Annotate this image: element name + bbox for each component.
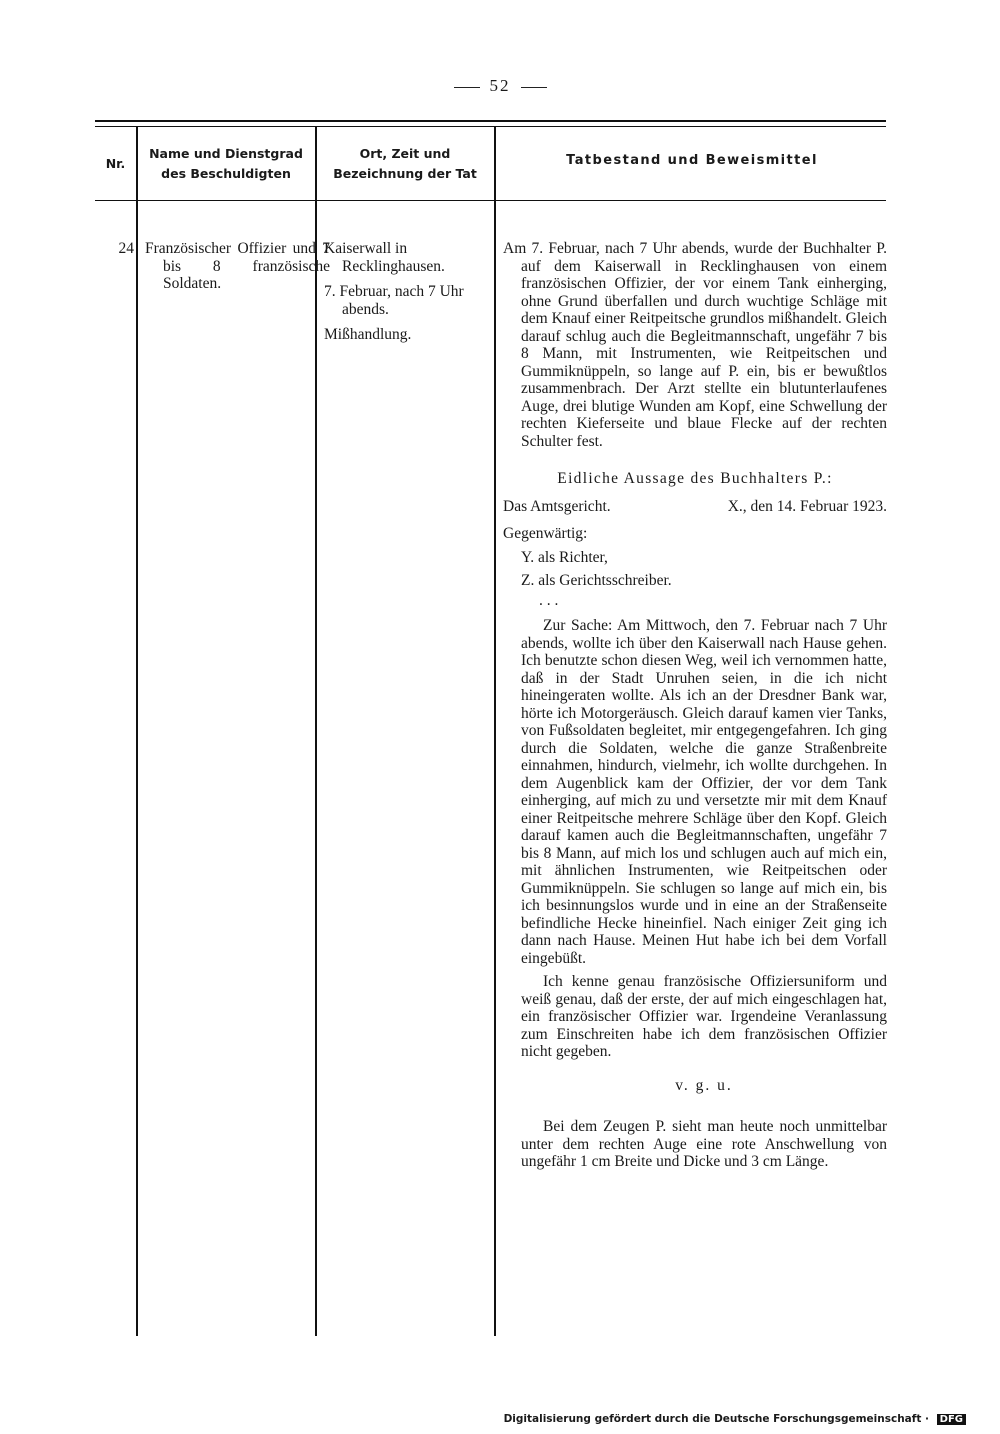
column-divider-3 bbox=[494, 126, 496, 1336]
offense-text: Mißhandlung. bbox=[324, 326, 412, 343]
top-rule-thick bbox=[95, 120, 886, 122]
footer-separator: · bbox=[921, 1413, 933, 1425]
dash-right bbox=[521, 87, 547, 88]
top-rule-thin bbox=[95, 126, 886, 127]
dash-left bbox=[454, 87, 480, 88]
statement-block bbox=[503, 617, 887, 1094]
footer-credit bbox=[504, 1413, 966, 1425]
dfg-logo-icon: DFG bbox=[937, 1414, 966, 1425]
court-line bbox=[503, 498, 887, 516]
header-bottom-rule bbox=[95, 200, 886, 201]
facts-intro: Am 7. Februar, nach 7 Uhr abends, wurde der Buchhalter P. auf dem Kaiserwall in Recklinghausen von einem französischen Offizier, der vor einem Tank einherging, ohne Grund überfallen und durch wuchtige Schläge mit dem Knauf einer Reitpeitsche grundlos mißhandelt. Gleich darauf schlug auch die Begleitmannschaft, ungefähr 7 bis 8 Mann, mit Instrumenten, wie Reitpeitschen und Gummiknüppeln, so lange auf P. ein, bis er bewußtlos zusammenbrach. Der Arzt stellte ein blutunterlaufenes Auge, drei blutige Wunden am Kopf, eine Schwellung der rechten Kieferseite und blaue Flecke auf der rechten Schulter fest. bbox=[503, 240, 887, 450]
header-name: Name und Dienstgrad des Beschuldigten bbox=[149, 146, 303, 181]
row-number: 24 bbox=[118, 240, 134, 257]
footer-text: Digitalisierung gefördert durch die Deutsche Forschungsgemeinschaft bbox=[503, 1413, 922, 1425]
facts-cell bbox=[503, 240, 887, 1171]
header-place: Ort, Zeit und Bezeichnung der Tat bbox=[333, 146, 477, 181]
present-label: Gegenwärtig: bbox=[503, 525, 588, 542]
column-divider-1 bbox=[136, 126, 138, 1336]
observation-paragraph: Bei dem Zeugen P. sieht man heute noch unmittelbar unter dem rechten Auge eine rote Anschwellung von ungefähr 1 cm Breite und Dicke und 3 cm Länge. bbox=[521, 1118, 887, 1170]
time-text: 7. Februar, nach 7 Uhr abends. bbox=[324, 283, 464, 318]
header-facts: Tatbestand und Beweismittel bbox=[566, 153, 818, 168]
header-nr: Nr. bbox=[105, 156, 126, 171]
place-text: Kaiserwall in Recklinghausen. bbox=[324, 240, 445, 275]
statement-paragraph-1: Zur Sache: Am Mittwoch, den 7. Februar nach 7 Uhr abends, wollte ich über den Kaiserwall nach Hause gehen. Ich benutzte schon diesen Weg, weil ich vernommen hatte, daß in der Stadt Unruhen seien, in die ich nicht hineingeraten wollte. Als ich an der Dresdner Bank war, hörte ich Motorgeräusch. Gleich darauf kamen vier Tanks, von Fußsoldaten begleitet, mir entgegengefahren. Ich ging durch die Soldaten, welche die ganze Straßenbreite einnahmen, hindurch, vielmehr, ich wollte durchgehen. In dem Augenblick kam der Offizier, der vor dem Tank einherging, auf mich zu und versetzte mir mit dem Knauf einer Reitpeitsche mehrere Schläge über den Kopf. Gleich darauf kamen auch die Begleitmannschaften, ungefähr 7 bis 8 Mann, auf mich los und schlugen auch auf mich ein, mit ähnlichen Instrumenten, wie Reitpeitschen oder Gummiknüppeln. Sie schlugen so lange auf mich ein, bis ich besinnungslos wurde und in eine an der Straßenseite befindliche Hecke hineinfiel. Nach einiger Zeit ging ich dann nach Hause. Meinen Hut habe ich bei dem Vorfall eingebüßt. bbox=[521, 617, 887, 967]
testimony-heading: Eidliche Aussage des Buchhalters P.: bbox=[557, 470, 833, 487]
accused-cell: Französischer Offizier und 7 bis 8 französische Soldaten. bbox=[145, 240, 330, 292]
statement-paragraph-2: Ich kenne genau französische Offiziersuniform und weiß genau, daß der erste, der auf mich eingeschlagen hat, ein französischer Offizier war. Irgendeine Veranlassung zum Einschreiten habe ich dem französischen Offizier nicht gegeben. bbox=[521, 973, 887, 1060]
court-name: Das Amtsgericht. bbox=[503, 497, 611, 515]
column-divider-2 bbox=[315, 126, 317, 1336]
signoff-line: v. g. u. bbox=[675, 1076, 733, 1094]
judge-line: Y. als Richter, bbox=[521, 548, 608, 566]
page-number: 52 bbox=[0, 76, 1000, 96]
ellipsis-line: . . . bbox=[539, 591, 559, 609]
place-cell bbox=[324, 240, 492, 344]
court-date: X., den 14. Februar 1923. bbox=[727, 497, 887, 515]
clerk-line: Z. als Gerichtsschreiber. bbox=[521, 572, 672, 589]
